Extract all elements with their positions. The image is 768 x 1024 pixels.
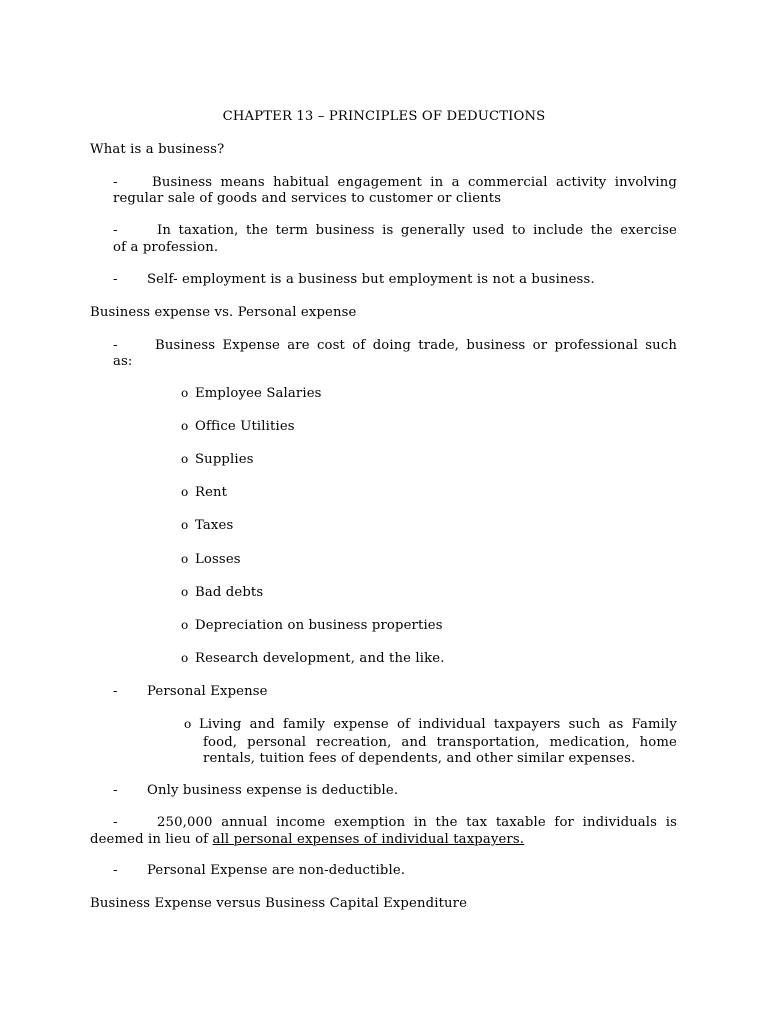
paragraph-line	[90, 831, 524, 848]
paragraph-line: regular sale of goods and services to customer or clients	[113, 191, 502, 206]
paragraph-line: as:	[113, 354, 133, 369]
list-item-text: Depreciation on business properties	[195, 618, 443, 633]
dash-marker: -	[113, 223, 118, 238]
list-item-text: Supplies	[195, 452, 254, 467]
dash-marker: -	[113, 338, 118, 353]
bullet-marker: o	[181, 552, 189, 566]
bullet-marker: o	[181, 386, 189, 400]
list-item-text: Rent	[195, 485, 228, 500]
dash-marker: -	[113, 783, 118, 798]
bullet-marker: o	[181, 452, 189, 466]
bullet-marker: o	[181, 419, 189, 433]
bullet-marker: o	[181, 651, 189, 665]
paragraph-line: food, personal recreation, and transportation, medication, home	[203, 735, 677, 750]
list-item-text: Employee Salaries	[195, 386, 322, 401]
list-item-text: Losses	[195, 552, 241, 567]
paragraph-line: 250,000 annual income exemption in the tax taxable for individuals is	[157, 815, 677, 830]
list-item-text: Bad debts	[195, 585, 264, 600]
paragraph-line: Self- employment is a business but employment is not a business.	[147, 272, 595, 287]
section-heading-business-vs-personal: Business expense vs. Personal expense	[90, 305, 357, 320]
bullet-marker: o	[181, 518, 189, 532]
paragraph-line: of a profession.	[113, 240, 219, 255]
dash-marker: -	[113, 863, 118, 878]
bullet-marker: o	[181, 485, 189, 499]
paragraph-line: In taxation, the term business is generally used to include the exercise	[157, 223, 677, 238]
bullet-marker: o	[181, 618, 189, 632]
paragraph-line: Business means habitual engagement in a commercial activity involving	[152, 175, 677, 190]
paragraph-line: Only business expense is deductible.	[147, 783, 399, 798]
bullet-marker: o	[184, 717, 192, 731]
dash-marker: -	[113, 272, 118, 287]
paragraph-text: deemed in lieu of	[90, 832, 213, 847]
paragraph-line: Personal Expense	[147, 684, 268, 699]
paragraph-line: Living and family expense of individual taxpayers such as Family	[199, 717, 677, 732]
list-item-text: Office Utilities	[195, 419, 295, 434]
bullet-marker: o	[181, 585, 189, 599]
paragraph-line: Personal Expense are non-deductible.	[147, 863, 406, 878]
underlined-phrase: all personal expenses of individual taxpayers.	[212, 832, 525, 847]
dash-marker: -	[113, 684, 118, 699]
page-title: CHAPTER 13 – PRINCIPLES OF DEDUCTIONS	[222, 109, 546, 124]
paragraph-line: Business Expense are cost of doing trade, business or professional such	[155, 338, 677, 353]
dash-marker: -	[113, 815, 118, 830]
section-heading-what-is-business: What is a business?	[90, 142, 225, 157]
dash-marker: -	[113, 175, 118, 190]
paragraph-line: rentals, tuition fees of dependents, and other similar expenses.	[203, 751, 636, 766]
section-heading-expense-vs-capital: Business Expense versus Business Capital Expenditure	[90, 896, 468, 911]
list-item-text: Taxes	[195, 518, 234, 533]
list-item-text: Research development, and the like.	[195, 651, 445, 666]
